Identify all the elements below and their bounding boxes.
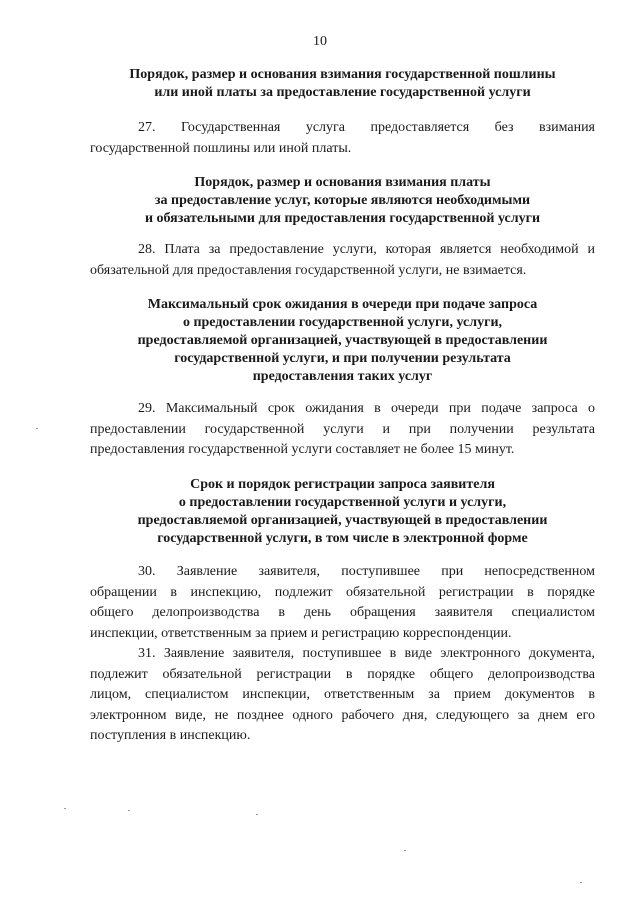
heading-line: Порядок, размер и основания взимания государственной пошлины: [129, 67, 556, 82]
paragraph-line: обязательной для предоставления государственной услуги, не взимается.: [90, 262, 527, 278]
heading-line: государственной услуги, и при получении результата: [174, 351, 511, 366]
paragraph-27: [90, 118, 595, 159]
paragraph-line: 31. Заявление заявителя, поступившее в виде электронного документа,: [138, 646, 595, 661]
paragraph-line: 28. Плата за предоставление услуги, которая является необходимой и: [138, 242, 595, 257]
paragraph-line: 27. Государственная услуга предоставляется без взимания: [138, 120, 595, 135]
paragraph-31: [90, 644, 595, 747]
paragraph-line: 29. Максимальный срок ожидания в очереди при подаче запроса о: [138, 401, 595, 416]
scan-speck: [128, 810, 130, 811]
paragraph-line: общего делопроизводства в день обращения заявителя специалистом: [90, 605, 595, 620]
scan-speck: [36, 428, 38, 429]
heading-line: Порядок, размер и основания взимания платы: [194, 175, 491, 190]
heading-line: государственной услуги, в том числе в электронной форме: [157, 531, 528, 546]
heading-line: Срок и порядок регистрации запроса заявителя: [190, 477, 495, 492]
paragraph-29: [90, 399, 595, 461]
paragraph-line: обращении в инспекцию, подлежит обязательной регистрации в порядке: [90, 584, 595, 600]
paragraph-line: предоставления государственной услуги составляет не более 15 минут.: [90, 442, 515, 457]
section-heading: [90, 296, 595, 386]
heading-line: или иной платы за предоставление государственной услуги: [154, 85, 531, 100]
paragraph-line: лицом, специалистом инспекции, ответственным за прием документов в: [90, 687, 595, 702]
section-heading: [90, 476, 595, 548]
page-number: 10: [313, 34, 327, 49]
paragraph-line: 30. Заявление заявителя, поступившее при непосредственном: [138, 564, 595, 579]
paragraph-line: инспекции, ответственным за прием и регистрацию корреспонденции.: [90, 625, 512, 641]
scan-speck: [580, 882, 582, 883]
scan-speck: [256, 814, 258, 815]
paragraph-line: поступления в инспекцию.: [90, 728, 251, 743]
heading-line: о предоставлении государственной услуги, услуги,: [182, 315, 503, 330]
heading-line: предоставляемой организацией, участвующей в предоставлении: [137, 333, 548, 348]
heading-line: и обязательными для предоставления государственной услуги: [144, 211, 541, 226]
paragraph-line: электронном виде, не позднее одного рабочего дня, следующего за днем его: [90, 707, 595, 723]
paragraph-28: [90, 240, 595, 281]
section-heading: [90, 174, 595, 228]
paragraph-line: государственной пошлины или иной платы.: [90, 140, 352, 156]
paragraph-line: предоставлении государственной услуги и при получении результата: [90, 421, 595, 437]
scan-speck: [404, 850, 406, 851]
heading-line: предоставляемой организацией, участвующей в предоставлении: [137, 513, 548, 528]
paragraph-line: подлежит обязательной регистрации в порядке общего делопроизводства: [90, 666, 595, 682]
section-heading: [90, 66, 595, 102]
paragraph-30: [90, 562, 595, 644]
heading-line: за предоставление услуг, которые являются необходимыми: [154, 193, 531, 208]
heading-line: о предоставлении государственной услуги и услуги,: [178, 495, 507, 510]
heading-line: Максимальный срок ожидания в очереди при подаче запроса: [147, 297, 538, 312]
scan-speck: [64, 808, 66, 809]
heading-line: предоставления таких услуг: [252, 369, 433, 384]
